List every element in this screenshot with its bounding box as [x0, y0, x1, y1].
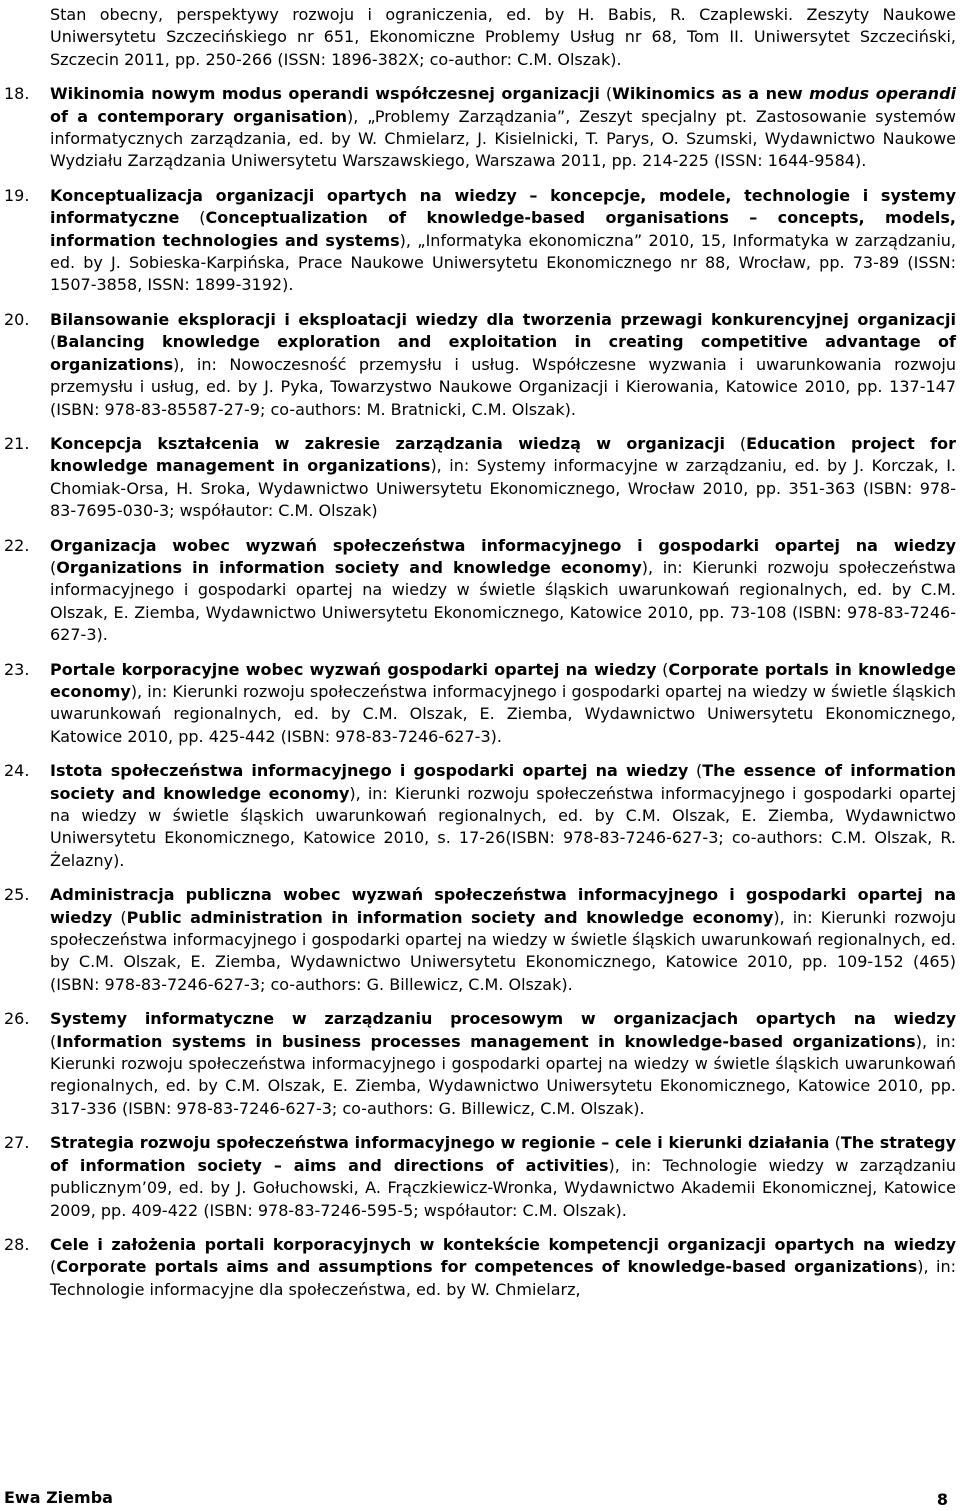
entry-title: Istota społeczeństwa informacyjnego i gospodarki opartej na wiedzy	[50, 761, 689, 781]
entry-title: Cele i założenia portali korporacyjnych w kontekście kompetencji organizacji opartych na wiedzy	[50, 1234, 956, 1254]
entry-text	[50, 659, 956, 749]
entry-translation: Balancing knowledge exploration and exploitation in creating competitive advantage of organizations	[50, 332, 956, 374]
entry-details: ), in: Kierunki rozwoju społeczeństwa informacyjnego i gospodarki opartej na wiedzy w świetle śląskich uwarunkowań regionalnych, ed. by C.M. Olszak, E. Ziemba, Wydawnictwo Uniwersytetu Ekonomicznego, Katowice 2010, pp. 425-442 (ISBN: 978-83-7246-627-3).	[50, 681, 956, 746]
entry-title: Strategia rozwoju społeczeństwa informacyjnego w regionie – cele i kierunki działania	[50, 1133, 830, 1153]
entry-translation: Education project for knowledge management in organizations	[50, 433, 957, 476]
list-item	[4, 535, 956, 647]
entry-title: Bilansowanie eksploracji i eksploatacji wiedzy dla tworzenia przewagi konkurencyjnej organizacji	[50, 309, 956, 329]
continuation-paragraph: Stan obecny, perspektywy rozwoju i ograniczenia, ed. by H. Babis, R. Czaplewski. Zeszyty Naukowe Uniwersytetu Szczecińskiego nr 651, Ekonomiczne Problemy Usług nr 68, Tom II. Uniwersytet Szczeciński, Szczecin 2011, pp. 250-266 (ISSN: 1896-382X; co-author: C.M. Olszak).	[50, 5, 956, 69]
entry-text	[50, 884, 956, 996]
list-item	[4, 659, 956, 749]
entry-translation: The strategy of information society – aims and directions of activities	[50, 1133, 956, 1175]
entry-details: ), in: Kierunki rozwoju społeczeństwa informacyjnego i gospodarki opartej na wiedzy w świetle śląskich uwarunkowań regionalnych, ed. by C.M. Olszak, E. Ziemba, Wydawnictwo Uniwersytetu Ekonomicznego, Katowice 2010, pp. 109-152 (465) (ISBN: 978-83-7246-627-3; co-authors: G. Billewicz, C.M. Olszak).	[50, 907, 957, 994]
entry-translation-part: Wikinomics as a new	[612, 84, 810, 104]
entry-title: Portale korporacyjne wobec wyzwań gospodarki opartej na wiedzy	[50, 659, 657, 679]
entry-details: ), „Problemy Zarządzania”, Zeszyt specjalny pt. Zastosowanie systemów informatycznych zarządzania, ed. by W. Chmielarz, J. Kisielnicki, T. Parys, O. Szumski, Wydawnictwo Naukowe Wydziału Zarządzania Uniwersytetu Warszawskiego, Warszawa 2011, pp. 214-225 (ISSN: 1644-9584).	[50, 106, 957, 171]
entry-translation-rest: of a contemporary organisation	[50, 106, 348, 126]
entry-translation: Information systems in business processes management in knowledge-based organizations	[56, 1031, 916, 1051]
entry-number: 18.	[4, 84, 30, 104]
entry-details: ), in: Technologie wiedzy w zarządzaniu publicznym’09, ed. by J. Gołuchowski, A. Frączkiewicz-Wronka, Wydawnictwo Akademii Ekonomicznej, Katowice 2009, pp. 409-422 (ISBN: 978-83-7246-595-5; współautor: C.M. Olszak).	[50, 1155, 957, 1220]
entry-open-paren: (	[688, 761, 703, 781]
entry-text	[50, 185, 956, 297]
entry-open-paren: (	[724, 433, 747, 453]
list-item	[4, 1234, 956, 1301]
entry-number: 22.	[4, 535, 30, 555]
entry-details: ), in: Kierunki rozwoju społeczeństwa informacyjnego i gospodarki opartej na wiedzy w świetle śląskich uwarunkowań regionalnych, ed. by C.M. Olszak, E. Ziemba, Wydawnictwo Uniwersytetu Ekonomicznego, Katowice 2010, pp. 73-108 (ISBN: 978-83-7246-627-3).	[50, 557, 957, 645]
entry-open-paren: (	[599, 84, 613, 104]
entry-number: 27.	[4, 1133, 30, 1153]
list-item	[4, 760, 956, 872]
entry-translation: Conceptualization of knowledge-based organisations – concepts, models, information technologies and systems	[50, 208, 956, 250]
entry-text	[50, 535, 956, 647]
footer-author: Ewa Ziemba	[4, 1488, 113, 1507]
entry-title: Koncepcja kształcenia w zakresie zarządzania wiedzą w organizacji	[50, 433, 725, 453]
entry-number: 28.	[4, 1234, 30, 1254]
entry-title: Organizacja wobec wyzwań społeczeństwa informacyjnego i gospodarki opartej na wiedzy	[50, 535, 956, 555]
entry-translation: Corporate portals aims and assumptions for competences of knowledge-based organizations	[56, 1257, 918, 1277]
entry-text	[50, 83, 956, 173]
entry-open-paren: (	[656, 659, 669, 679]
entry-number: 20.	[4, 309, 30, 329]
entry-open-paren: (	[50, 557, 57, 577]
entry-number: 24.	[4, 761, 30, 781]
entry-title: Administracja publiczna wobec wyzwań społeczeństwa informacyjnego i gospodarki opartej na wiedzy	[50, 885, 956, 927]
entry-translation-italic: modus operandi	[809, 84, 957, 104]
entry-open-paren: (	[179, 208, 206, 228]
list-item	[4, 433, 956, 523]
list-item	[4, 1008, 956, 1120]
entry-text	[50, 1008, 956, 1120]
entry-open-paren: (	[50, 1031, 57, 1051]
list-item	[4, 1132, 956, 1222]
entry-details: ), in: Technologie informacyjne dla społeczeństwa, ed. by W. Chmielarz,	[50, 1257, 957, 1299]
entry-details: ), in: Kierunki rozwoju społeczeństwa informacyjnego i gospodarki opartej na wiedzy w świetle śląskich uwarunkowań regionalnych, ed. by C.M. Olszak, E. Ziemba, Wydawnictwo Uniwersytetu Ekonomicznego, Katowice 2010, s. 17-26(ISBN: 978-83-7246-627-3; co-authors: C.M. Olszak, R. Żelazny).	[50, 783, 956, 870]
entry-open-paren: (	[50, 1257, 57, 1277]
entry-translation: Organizations in information society and knowledge economy	[56, 557, 642, 577]
list-item	[4, 884, 956, 996]
entry-text	[50, 1132, 956, 1222]
entry-details: ), in: Kierunki rozwoju społeczeństwa informacyjnego i gospodarki opartej na wiedzy w świetle śląskich uwarunkowań regionalnych, ed. by C.M. Olszak, E. Ziemba, Wydawnictwo Uniwersytetu Ekonomicznego, Katowice 2010, pp. 317-336 (ISBN: 978-83-7246-627-3; co-authors: G. Billewicz, C.M. Olszak).	[50, 1031, 957, 1118]
page-number: 8	[936, 1490, 948, 1509]
entry-number: 21.	[4, 433, 30, 453]
entry-text	[50, 1234, 956, 1301]
entry-title: Wikinomia nowym modus operandi współczesnej organizacji	[50, 84, 600, 104]
entry-translation: Corporate portals in knowledge economy	[50, 659, 957, 701]
page-footer	[4, 1488, 948, 1510]
list-item	[4, 185, 956, 297]
entry-number: 25.	[4, 885, 30, 905]
entry-translation: Public administration in information society and knowledge economy	[126, 907, 774, 927]
entry-number: 23.	[4, 659, 30, 679]
entry-details: ), in: Systemy informacyjne w zarządzaniu, ed. by J. Korczak, I. Chomiak-Orsa, H. Sroka, Wydawnictwo Uniwersytetu Ekonomicznego, Wrocław 2010, pp. 351-363 (ISBN: 978-83-7695-030-3; współautor: C.M. Olszak)	[50, 456, 956, 521]
entry-title: Konceptualizacja organizacji opartych na wiedzy – koncepcje, modele, technologie i systemy informatyczne	[50, 185, 956, 228]
list-item	[4, 83, 956, 173]
entry-open-paren: (	[829, 1133, 841, 1153]
entry-translation: The essence of information society and knowledge economy	[50, 761, 957, 803]
entry-number: 26.	[4, 1009, 30, 1029]
entry-title: Systemy informatyczne w zarządzaniu procesowym w organizacjach opartych na wiedzy	[50, 1009, 956, 1029]
entry-open-paren: (	[50, 332, 57, 352]
entry-details: ), in: Nowoczesność przemysłu i usług. Współczesne wyzwania i uwarunkowania rozwoju przemysłu i usług, ed. by J. Pyka, Towarzystwo Naukowe Organizacji i Kierowania, Katowice 2010, pp. 137-147 (ISBN: 978-83-85587-27-9; co-authors: M. Bratnicki, C.M. Olszak).	[50, 354, 956, 419]
entry-number: 19.	[4, 185, 30, 205]
entry-open-paren: (	[112, 907, 127, 927]
entry-text	[50, 309, 956, 421]
list-item	[4, 309, 956, 421]
entry-text	[50, 760, 956, 872]
entry-details: ), „Informatyka ekonomiczna” 2010, 15, Informatyka w zarządzaniu, ed. by J. Sobieska-Karpińska, Prace Naukowe Uniwersytetu Ekonomicznego nr 88, Wrocław, pp. 73-89 (ISSN: 1507-3858, ISSN: 1899-3192).	[50, 230, 956, 295]
entry-text	[50, 433, 956, 523]
